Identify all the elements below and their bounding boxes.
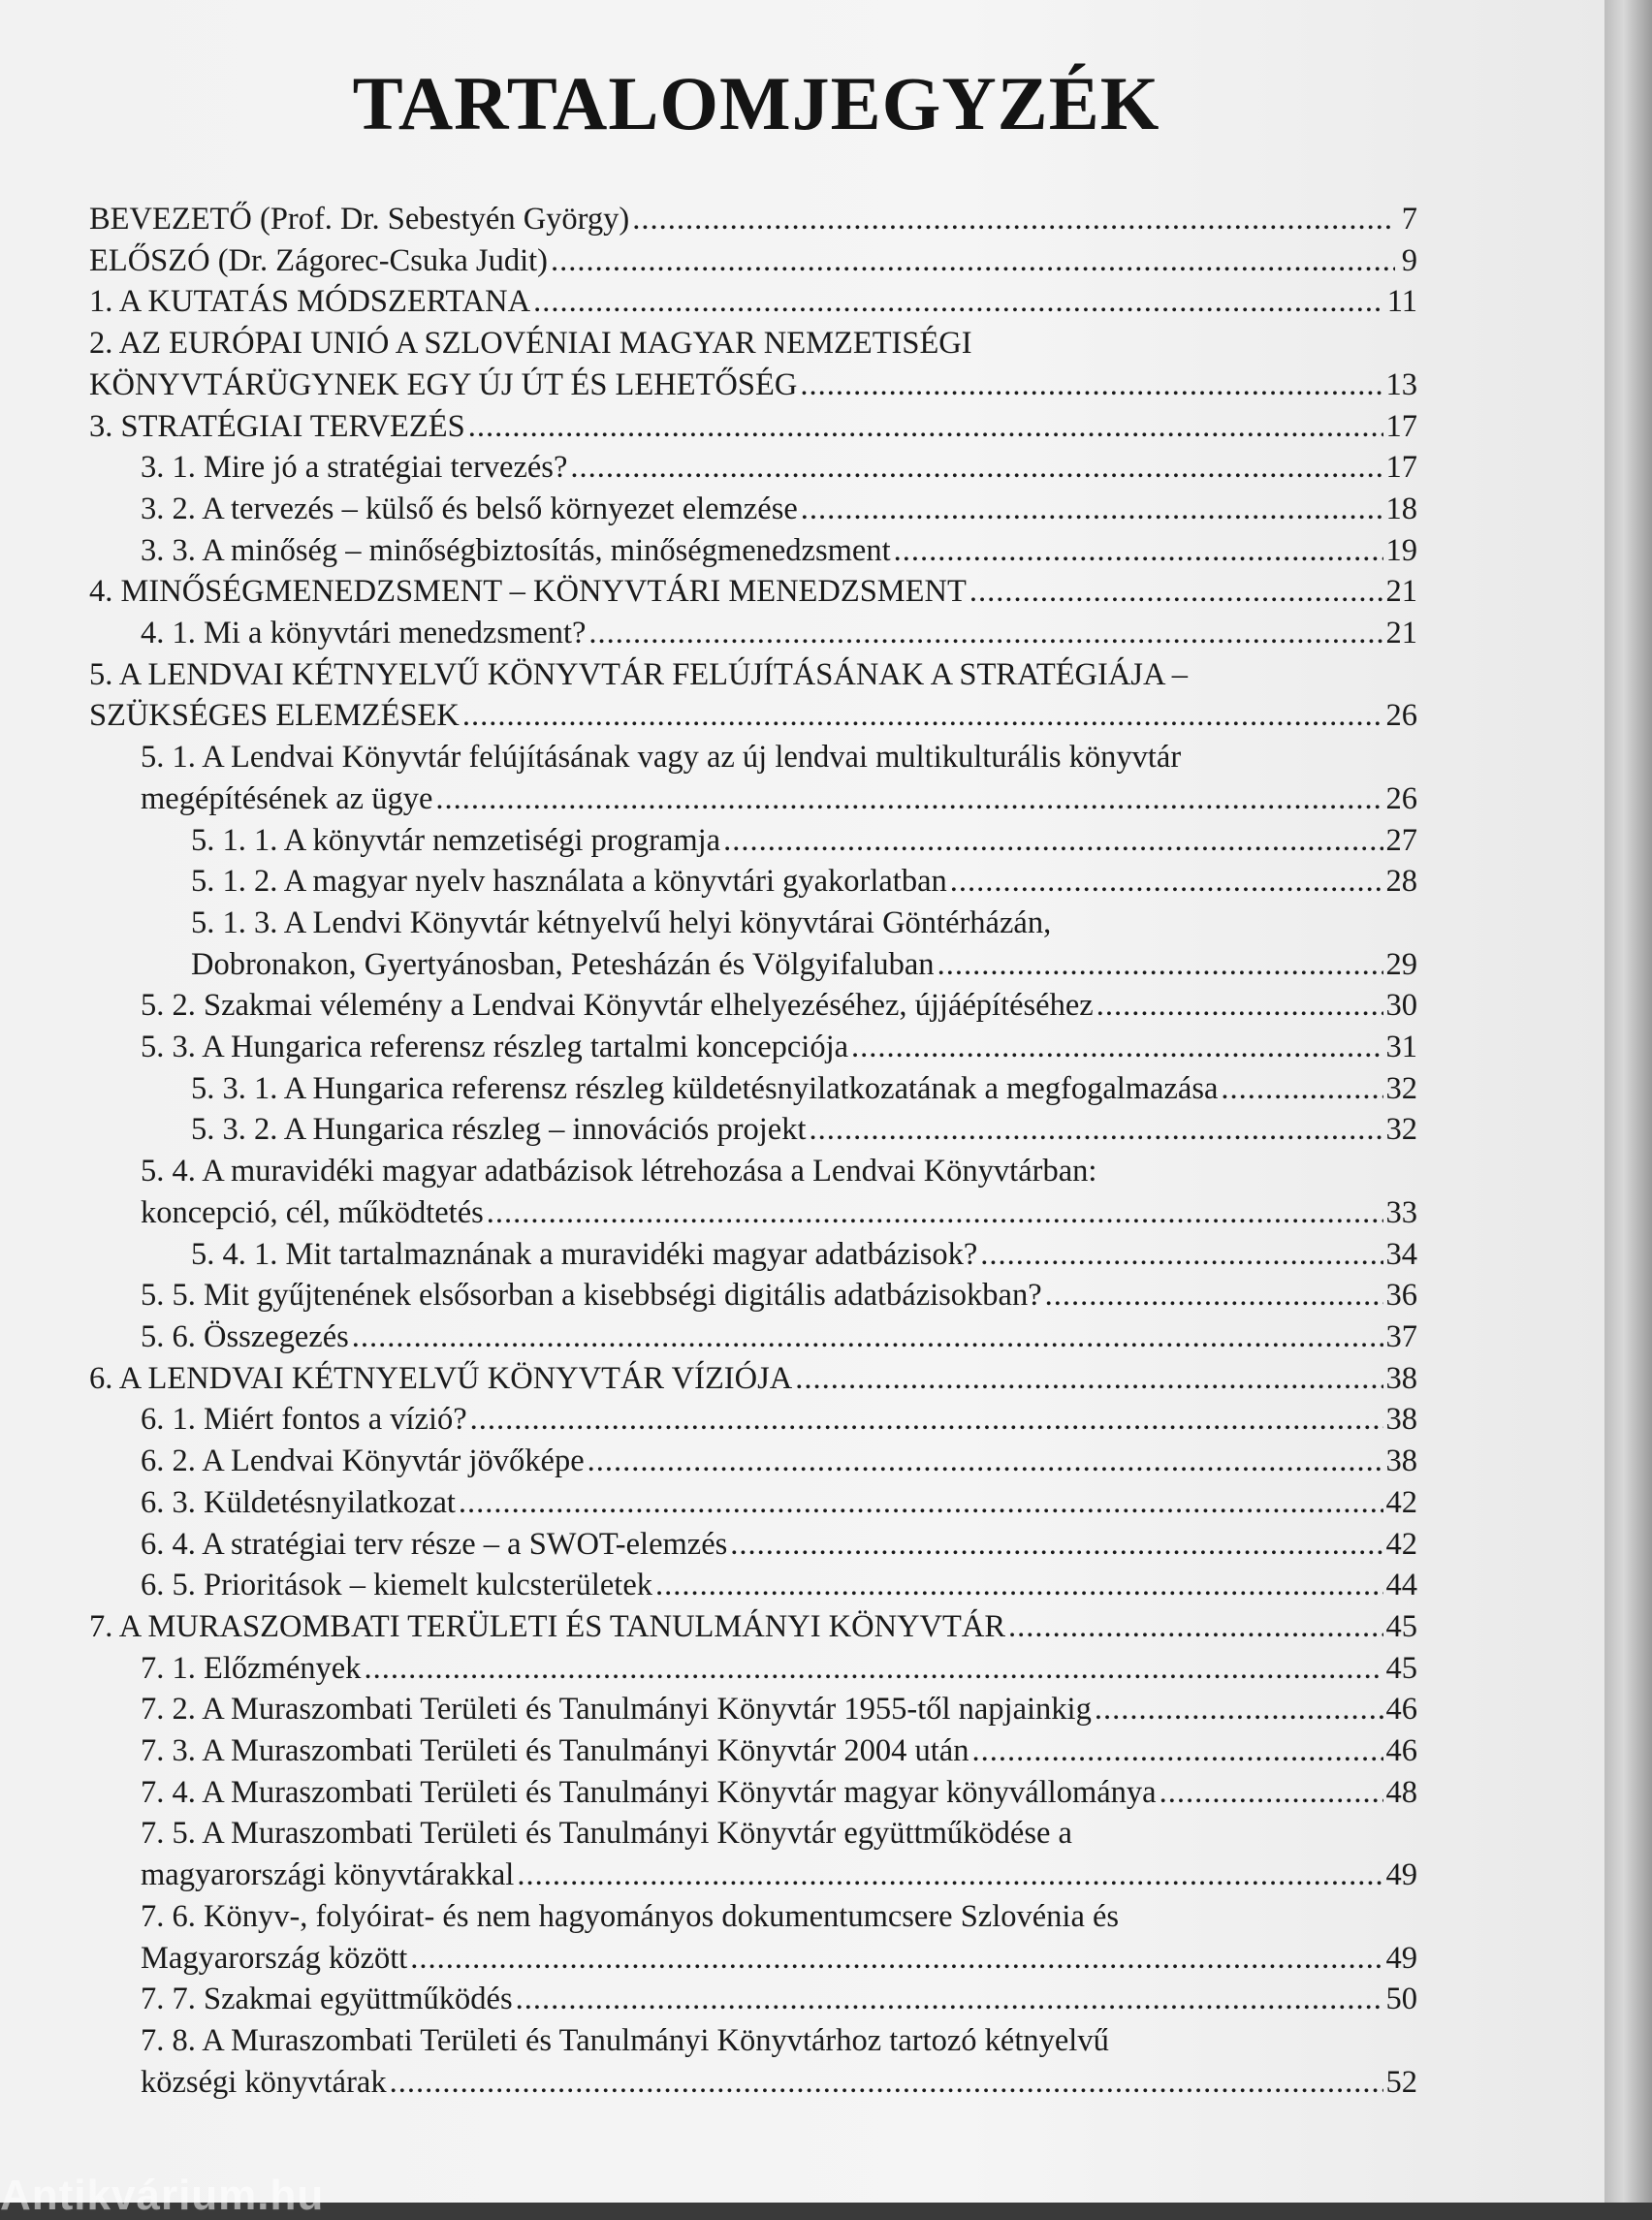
toc-entry-title-line: 7. 7. Szakmai együttműködés <box>141 1982 513 2017</box>
dot-leader <box>470 1399 1383 1441</box>
dot-leader <box>410 1938 1382 1980</box>
toc-entry-title-line: 5. 3. 2. A Hungarica részleg – innovációs projekt <box>191 1112 807 1148</box>
dot-leader <box>801 489 1383 530</box>
toc-page-number: 38 <box>1385 1443 1417 1479</box>
toc-entry-title-line: 7. A MURASZOMBATI TERÜLETI ÉS TANULMÁNYI KÖNYVTÁR <box>89 1608 1006 1644</box>
toc-page-number: 32 <box>1385 1070 1417 1106</box>
dot-leader <box>730 1524 1382 1566</box>
toc-page-number: 42 <box>1385 1526 1417 1562</box>
toc-entry <box>89 1689 1417 1730</box>
toc-entry-title-line: koncepció, cél, működtetés <box>141 1194 484 1230</box>
toc-entry-title-line: 6. 2. A Lendvai Könyvtár jövőképe <box>141 1443 585 1479</box>
toc-entry-title-line: 3. 1. Mire jó a stratégiai tervezés? <box>141 450 568 486</box>
toc-entry <box>89 1730 1417 1772</box>
toc-entry-title-line: 6. 3. Küldetésnyilatkozat <box>141 1484 456 1520</box>
toc-entry <box>89 1234 1417 1276</box>
toc-page-number: 28 <box>1385 864 1417 900</box>
toc-page-number: 21 <box>1385 616 1417 651</box>
toc-entry <box>89 820 1417 862</box>
dot-leader <box>800 365 1382 406</box>
dot-leader <box>468 406 1383 448</box>
toc-entry-title-line: megépítésének az ügye <box>141 780 433 816</box>
toc-entry-title-line: 3. 2. A tervezés – külső és belső környezet elemzése <box>141 491 798 526</box>
toc-entry-title-line: községi könyvtárak <box>141 2064 387 2100</box>
toc-page-number: 19 <box>1385 532 1417 568</box>
dot-leader <box>980 1234 1382 1276</box>
toc-entry <box>89 1151 1417 1233</box>
toc-entry-title-line: 5. 5. Mit gyűjtenének elsősorban a kisebbségi digitális adatbázisokban? <box>141 1278 1042 1314</box>
toc-page-number: 29 <box>1385 946 1417 982</box>
dot-leader <box>487 1192 1383 1234</box>
toc-page-number: 50 <box>1385 1982 1417 2017</box>
toc-page-number: 36 <box>1385 1278 1417 1314</box>
toc-entry-title-line: ELŐSZÓ (Dr. Zágorec-Csuka Judit) <box>89 242 548 278</box>
toc-entry <box>89 861 1417 903</box>
page-edge <box>1604 0 1652 2203</box>
toc-entry-title-line: Magyarország között <box>141 1940 408 1976</box>
toc-page-number: 31 <box>1385 1030 1417 1065</box>
toc-page-number: 32 <box>1385 1112 1417 1148</box>
toc-entry <box>89 985 1417 1027</box>
dot-leader <box>462 695 1383 737</box>
toc-page-number: 48 <box>1385 1774 1417 1810</box>
toc-page-number: 17 <box>1385 408 1417 444</box>
toc-page-number: 52 <box>1385 2064 1417 2100</box>
toc-entry-title-line: 3. STRATÉGIAI TERVEZÉS <box>89 408 465 444</box>
dot-leader <box>1095 1689 1383 1730</box>
dot-leader <box>894 530 1383 572</box>
toc-entry <box>89 613 1417 654</box>
toc-page-number: 46 <box>1385 1733 1417 1769</box>
toc-page-number: 34 <box>1385 1236 1417 1272</box>
toc-entry-title-line: 5. 6. Összegezés <box>141 1318 349 1354</box>
toc-page-number: 46 <box>1385 1692 1417 1728</box>
toc-page-number: 17 <box>1385 450 1417 486</box>
dot-leader <box>1096 985 1383 1027</box>
toc-page-number: 11 <box>1386 284 1417 320</box>
toc-entry-title-line: 5. 4. 1. Mit tartalmaznának a muravidéki magyar adatbázisok? <box>191 1236 978 1272</box>
toc-entry <box>89 1896 1417 1979</box>
dot-leader <box>352 1316 1383 1358</box>
toc-page-number: 13 <box>1385 366 1417 402</box>
toc-entry <box>89 1482 1417 1524</box>
toc-page-number: 38 <box>1385 1360 1417 1396</box>
dot-leader <box>937 944 1383 986</box>
dot-leader <box>533 281 1384 323</box>
toc-entry <box>89 1565 1417 1606</box>
dot-leader <box>588 1441 1383 1482</box>
toc-page-number: 45 <box>1385 1650 1417 1686</box>
toc-page-number: 26 <box>1385 780 1417 816</box>
dot-leader <box>551 240 1395 282</box>
toc-entry <box>89 1358 1417 1400</box>
toc-entry-title-line: 5. 3. A Hungarica referensz részleg tartalmi koncepciója <box>141 1030 849 1065</box>
toc-entry <box>89 1316 1417 1358</box>
toc-entry <box>89 240 1417 282</box>
toc-entry <box>89 1772 1417 1814</box>
toc-entry <box>89 1027 1417 1068</box>
toc-entry-title-line: 7. 5. A Muraszombati Területi és Tanulmányi Könyvtár együttműködése a <box>141 1816 1072 1852</box>
toc-page-number: 30 <box>1385 988 1417 1024</box>
toc-entry-title-line: 7. 4. A Muraszombati Területi és Tanulmányi Könyvtár magyar könyvállománya <box>141 1774 1157 1810</box>
toc-entry-title-line: 5. 3. 1. A Hungarica referensz részleg küldetésnyilatkozatának a megfogalmazása <box>191 1070 1219 1106</box>
toc-entry <box>89 1068 1417 1110</box>
toc-entry-title-line: SZÜKSÉGES ELEMZÉSEK <box>89 698 460 734</box>
toc-entry <box>89 1524 1417 1566</box>
toc-entry-title-line: 7. 8. A Muraszombati Területi és Tanulmányi Könyvtárhoz tartozó kétnyelvű <box>141 2022 1109 2058</box>
toc-entry <box>89 1275 1417 1316</box>
toc-entry <box>89 1399 1417 1441</box>
toc-page-number: 27 <box>1385 822 1417 858</box>
toc-entry <box>89 1606 1417 1648</box>
toc-page-number: 18 <box>1385 491 1417 526</box>
watermark: Antikvárium.hu <box>0 2172 325 2219</box>
dot-leader <box>517 1855 1382 1896</box>
toc-entry-title-line: 3. 3. A minőség – minőségbiztosítás, minőségmenedzsment <box>141 532 891 568</box>
toc-entry-title-line: 6. A LENDVAI KÉTNYELVŰ KÖNYVTÁR VÍZIÓJA <box>89 1360 793 1396</box>
toc-entry-title-line: 5. 2. Szakmai vélemény a Lendvai Könyvtár elhelyezéséhez, újjáépítéséhez <box>141 988 1094 1024</box>
toc-entry-title-line: 7. 3. A Muraszombati Területi és Tanulmányi Könyvtár 2004 után <box>141 1733 969 1769</box>
toc-page-number: 42 <box>1385 1484 1417 1520</box>
toc-entry-title-line: 5. A LENDVAI KÉTNYELVŰ KÖNYVTÁR FELÚJÍTÁSÁNAK A STRATÉGIÁJA – <box>89 656 1189 692</box>
toc-page-number: 7 <box>1401 202 1417 237</box>
toc-entry-title-line: 5. 1. 2. A magyar nyelv használata a könyvtári gyakorlatban <box>191 864 947 900</box>
toc-entry <box>89 1979 1417 2020</box>
page-title: TARTALOMJEGYZÉK <box>352 61 1160 145</box>
dot-leader <box>950 861 1383 903</box>
toc-page-number: 9 <box>1401 242 1417 278</box>
toc-entry-title-line: 5. 1. 1. A könyvtár nemzetiségi programja <box>191 822 721 858</box>
toc-entry <box>89 654 1417 737</box>
toc-entry-title-line: 7. 6. Könyv-, folyóirat- és nem hagyományos dokumentumcsere Szlovénia és <box>141 1898 1120 1934</box>
dot-leader <box>851 1027 1382 1068</box>
toc-entry <box>89 406 1417 448</box>
toc-page-number: 33 <box>1385 1194 1417 1230</box>
toc-entry <box>89 1109 1417 1151</box>
dot-leader <box>390 2062 1383 2104</box>
toc-page-number: 49 <box>1385 1940 1417 1976</box>
dot-leader <box>723 820 1382 862</box>
toc-entry-title-line: Dobronakon, Gyertyánosban, Petesházán és Völgyifaluban <box>191 946 935 982</box>
dot-leader <box>435 778 1382 820</box>
toc-entry <box>89 903 1417 985</box>
dot-leader <box>516 1979 1383 2020</box>
dot-leader <box>795 1358 1382 1400</box>
toc-entry-title-line: 5. 4. A muravidéki magyar adatbázisok létrehozása a Lendvai Könyvtárban: <box>141 1154 1097 1189</box>
toc-entry-title-line: 5. 1. 3. A Lendvi Könyvtár kétnyelvű helyi könyvtárai Göntérházán, <box>191 904 1052 940</box>
toc-page-number: 38 <box>1385 1402 1417 1438</box>
toc-entry <box>89 489 1417 530</box>
toc-entry <box>89 1441 1417 1482</box>
dot-leader <box>364 1648 1382 1690</box>
toc-entry-title-line: 7. 2. A Muraszombati Területi és Tanulmányi Könyvtár 1955-től napjainkig <box>141 1692 1092 1728</box>
toc-entry <box>89 447 1417 489</box>
dot-leader <box>1160 1772 1383 1814</box>
dot-leader <box>1008 1606 1382 1648</box>
toc-entry-title-line: 2. AZ EURÓPAI UNIÓ A SZLOVÉNIAI MAGYAR NEMZETISÉGI <box>89 326 972 362</box>
toc-page-number: 21 <box>1385 574 1417 610</box>
toc-entry <box>89 2020 1417 2103</box>
toc-entry-title-line: 4. MINŐSÉGMENEDZSMENT – KÖNYVTÁRI MENEDZSMENT <box>89 574 967 610</box>
toc-entry-title-line: 6. 5. Prioritások – kiemelt kulcsterületek <box>141 1568 653 1603</box>
toc-entry-title-line: 5. 1. A Lendvai Könyvtár felújításának vagy az új lendvai multikulturális könyvtár <box>141 740 1182 776</box>
toc-entry-title-line: 7. 1. Előzmények <box>141 1650 362 1686</box>
dot-leader <box>971 1730 1382 1772</box>
toc-page-number: 26 <box>1385 698 1417 734</box>
toc-page-number: 44 <box>1385 1568 1417 1603</box>
toc-page-number: 49 <box>1385 1857 1417 1893</box>
dot-leader <box>969 571 1383 613</box>
dot-leader <box>588 613 1382 654</box>
dot-leader <box>1045 1275 1383 1316</box>
toc-entry <box>89 571 1417 613</box>
toc-entry <box>89 530 1417 572</box>
toc-entry-title-line: 6. 1. Miért fontos a vízió? <box>141 1402 467 1438</box>
toc-entry <box>89 281 1417 323</box>
toc-entry-title-line: 1. A KUTATÁS MÓDSZERTANA <box>89 284 531 320</box>
toc-entry <box>89 1813 1417 1895</box>
table-of-contents <box>89 199 1417 2103</box>
toc-entry <box>89 1648 1417 1690</box>
toc-entry-title-line: 4. 1. Mi a könyvtári menedzsment? <box>141 616 587 651</box>
dot-leader <box>810 1109 1383 1151</box>
toc-page-number: 45 <box>1385 1608 1417 1644</box>
toc-entry-title-line: BEVEZETŐ (Prof. Dr. Sebestyén György) <box>89 202 630 237</box>
toc-entry-title-line: KÖNYVTÁRÜGYNEK EGY ÚJ ÚT ÉS LEHETŐSÉG <box>89 366 798 402</box>
dot-leader <box>655 1565 1382 1606</box>
dot-leader <box>1221 1068 1382 1110</box>
toc-entry-title-line: magyarországi könyvtárakkal <box>141 1857 515 1893</box>
dot-leader <box>632 199 1395 240</box>
dot-leader <box>570 447 1382 489</box>
toc-entry-title-line: 6. 4. A stratégiai terv része – a SWOT-elemzés <box>141 1526 728 1562</box>
toc-page-number: 37 <box>1385 1318 1417 1354</box>
toc-entry <box>89 323 1417 405</box>
toc-entry <box>89 199 1417 240</box>
toc-entry <box>89 737 1417 819</box>
dot-leader <box>459 1482 1383 1524</box>
